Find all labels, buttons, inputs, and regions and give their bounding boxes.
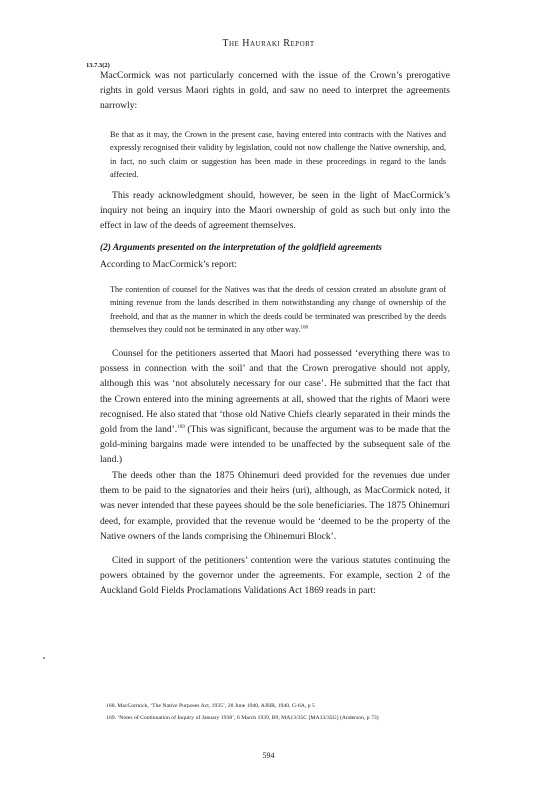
page-number: 594 [262, 751, 275, 760]
paragraph-1 [100, 68, 450, 114]
block-quote-1: Be that as it may, the Crown in the present case, having entered into contracts with the Natives and expressly recognised their validity by legislation, could not now challenge the Native ownership, and, in fact, no such claim or suggestion has been made in these proceedings in regard to the lands affected. [110, 130, 446, 179]
paragraph-3 [100, 346, 450, 468]
section-reference: 13.7.3(2) [86, 62, 110, 69]
footnote-ref-168: 168 [300, 325, 308, 331]
footnote-168: 168. MacCormick, ‘The Native Purposes Act, 1935’, 28 June 1940, AJHR, 1940, G-6A, p 5 [106, 703, 315, 709]
paragraph-3-part-b: (This was significant, because the argument was to be made that the gold-mining bargains made were intended to be unaffected by the subsequent sale of the land.) [100, 424, 450, 466]
paragraph-1-text: MacCormick was not particularly concerned with the issue of the Crown’s prerogative rights in gold versus Maori rights in gold, and saw no need to interpret the agreements narrowly: [100, 70, 450, 112]
footnote-169: 169. ‘Notes of Continuation of Inquiry of January 1938’, 6 March 1939, B9, MA13/35C [MA13/35G] (Anderson, p 73) [106, 715, 379, 721]
section-subheading: (2) Arguments presented on the interpretation of the goldfield agreements [100, 243, 382, 253]
block-quote-2-text: The contention of counsel for the Natives was that the deeds of cession created an absolute grant of mining revenue from the lands described in them notwithstanding any change of ownership of the freehold, and that as the manner in which the deeds could be terminated was prescribed by the deeds themselves they could not be terminated in any other way. [110, 285, 446, 334]
footnotes [106, 700, 466, 724]
paragraph-3-text [100, 346, 450, 468]
running-head: The Hauraki Report [222, 38, 315, 49]
paragraph-2 [100, 188, 450, 234]
footnote-ref-169: 169 [177, 424, 185, 430]
report-intro: According to MacCormick’s report: [100, 259, 238, 270]
paragraph-5-text: Cited in support of the petitioners’ contention were the various statutes continuing the powers obtained by the governor under the agreements. For example, section 2 of the Auckland Gold Fields Proclamations Validations Act 1869 reads in part: [100, 555, 450, 597]
paragraph-4-text: The deeds other than the 1875 Ohinemuri deed provided for the revenues due under them to be paid to the signatories and their heirs (uri), although, as MacCormick noted, it was never intended that these payees should be the sole beneficiaries. The 1875 Ohinemuri deed, for example, provided that the revenue would be ‘deemed to be the property of the Native owners of the lands comprising the Ohinemuri Block’. [100, 470, 450, 542]
paragraph-5 [100, 553, 450, 599]
block-quote-2 [110, 283, 446, 336]
paragraph-2-text: This ready acknowledgment should, however, be seen in the light of MacCormick’s inquiry not being an inquiry into the Maori ownership of gold as such but only into the effect in law of the deeds of agreement themselves. [100, 190, 450, 232]
paragraph-3-part-a: Counsel for the petitioners asserted that Maori had possessed ‘everything there was to possess in connection with the soil’ and that the Crown prerogative should not apply, although this was ‘not absolutely necessary for our case’. He submitted that the fact that the Crown entered into the mining agreements at all, showed that the rights of Maori were recognised. He also stated that ‘those old Native Chiefs clearly separated in their minds the gold from the land’. [100, 348, 450, 436]
scan-speck [43, 657, 45, 659]
paragraph-4 [100, 468, 450, 544]
